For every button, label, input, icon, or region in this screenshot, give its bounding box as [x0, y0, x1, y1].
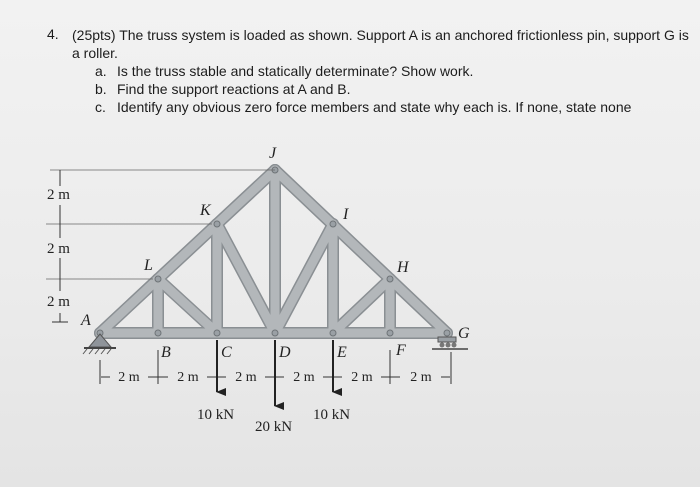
label-C: C	[221, 344, 232, 361]
joint-C	[214, 330, 220, 336]
joint-G	[444, 330, 450, 336]
label-B: B	[161, 344, 171, 361]
dim-horizontal-4: 2 m	[293, 370, 315, 385]
dim-horizontal-3: 2 m	[235, 370, 257, 385]
label-E: E	[337, 344, 347, 361]
joint-H	[387, 276, 393, 282]
joint-F	[387, 330, 393, 336]
joint-B	[155, 330, 161, 336]
question-intro: (25pts) The truss system is loaded as shown. Support A is an anchored frictionless pin, support G is a roller.	[72, 27, 689, 61]
part-a-text: Is the truss stable and statically determinate? Show work.	[117, 63, 474, 79]
load-label-D: 20 kN	[255, 419, 293, 435]
label-I: I	[343, 206, 349, 223]
label-L: L	[144, 257, 153, 274]
label-D: D	[279, 344, 291, 361]
dim-horizontal-2: 2 m	[177, 370, 199, 385]
part-c-letter: c.	[95, 99, 106, 115]
joint-E	[330, 330, 336, 336]
load-label-E: 10 kN	[313, 407, 351, 423]
label-A: A	[81, 312, 91, 329]
dim-vertical-2: 2 m	[47, 241, 70, 257]
part-c-text: Identify any obvious zero force members and state why each is. If none, state none	[117, 99, 632, 115]
label-K: K	[200, 202, 211, 219]
load-label-C: 10 kN	[197, 407, 235, 423]
label-J: J	[269, 145, 277, 162]
dim-vertical-1: 2 m	[47, 187, 70, 203]
label-G: G	[458, 325, 470, 342]
dim-horizontal-6: 2 m	[410, 370, 432, 385]
joint-L	[155, 276, 161, 282]
joint-D	[272, 330, 278, 336]
part-b-text: Find the support reactions at A and B.	[117, 81, 351, 97]
joint-K	[214, 221, 220, 227]
dim-vertical-3: 2 m	[47, 294, 70, 310]
question-number: 4.	[47, 26, 59, 42]
joint-I	[330, 221, 336, 227]
part-b-letter: b.	[95, 81, 107, 97]
label-H: H	[397, 259, 409, 276]
part-a-letter: a.	[95, 63, 107, 79]
label-F: F	[396, 342, 406, 359]
dim-horizontal-1: 2 m	[118, 370, 140, 385]
dim-horizontal-5: 2 m	[351, 370, 373, 385]
